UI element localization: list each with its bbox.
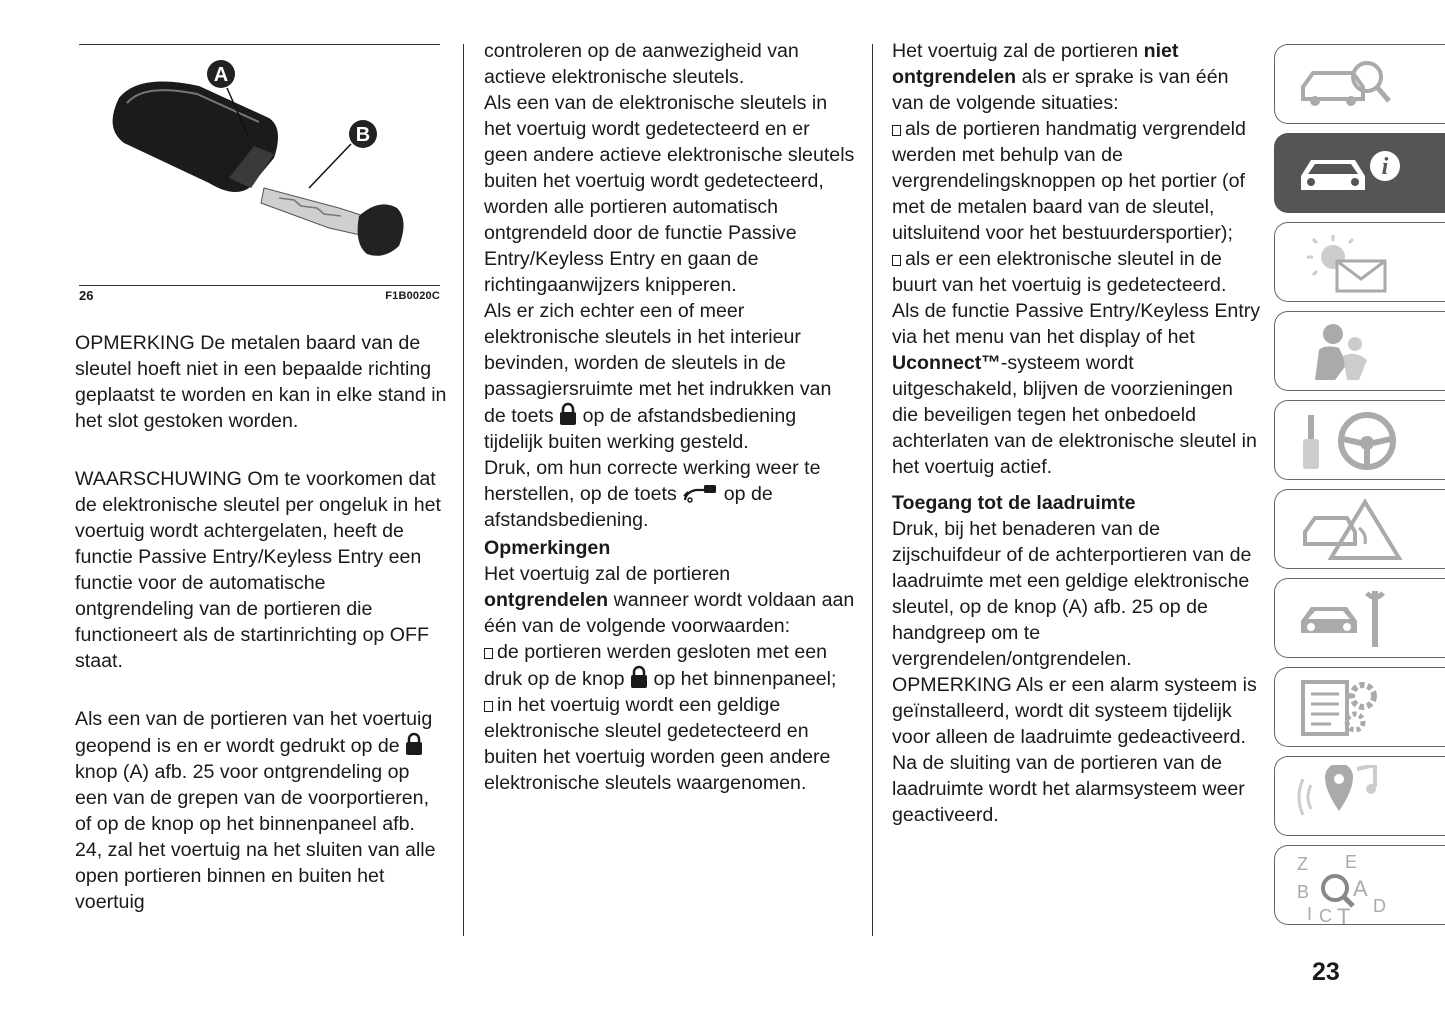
restore-paragraph: Druk, om hun correcte werking weer te herstellen, op de toets op de afstandsbediening. [484, 457, 821, 531]
unlock-paragraph: Als een van de portieren van het voertuig geopend is en er wordt gedrukt op de knop (A) afb. 25 voor ontgrendeling op een van de grepen van de voorportieren, of op de knop op het binnenpaneel afb. 24, zal het voertuig na het sluiten van alle open portieren binnen en buiten het voertuig [75, 708, 436, 913]
tab-car-wrench[interactable] [1274, 578, 1445, 658]
car-wrench-icon [1295, 587, 1395, 651]
section-heading-laadruimte: Toegang tot de laadruimte [892, 492, 1136, 514]
lights-message-icon [1295, 231, 1395, 295]
page-number: 23 [1312, 958, 1340, 986]
callout-a-label: A [213, 64, 229, 86]
column-3 [892, 38, 1264, 828]
key-steering-icon [1295, 409, 1405, 473]
bullet-square [892, 255, 901, 266]
specs-gear-icon [1295, 676, 1395, 740]
bullet-square [892, 125, 901, 136]
lock-open-icon [405, 732, 423, 756]
bullet-item: in het voertuig wordt een geldige elektronische sleutel gedetecteerd en buiten het voertuig worden geen andere elektronische sleutels waargenomen. [484, 694, 831, 794]
conditions-intro: Het voertuig zal de portieren ontgrendelen wanneer wordt voldaan aan één van de volgende voorwaarden: [484, 563, 855, 637]
interior-keys-paragraph: Als er zich echter een of meer elektronische sleutels in het interieur bevinden, worden de sleutels in de passagiersruimte met het indrukken van de toets op de afstandsbediening tijdelijk buiten werking gesteld. [484, 300, 832, 453]
bullet-item: als de portieren handmatig vergrendeld werden met behulp van de vergrendelingsknoppen op het portier (of met de metalen baard van de sleutel, uitsluitend voor het bestuurdersportier); [892, 118, 1246, 244]
tab-car-warning[interactable] [1274, 489, 1445, 569]
cargo-access-paragraph: Druk, bij het benaderen van de zijschuifdeur of de achterportieren van de laadruimte met een geldige elektronische sleutel, op de knop (A) afb. 25 op de handgreep om te vergrendelen/ontgrendelen. [892, 518, 1252, 670]
airbag-seat-icon [1295, 320, 1395, 384]
bullet-item: de portieren werden gesloten met een druk op de knop op het binnenpaneel; [484, 641, 837, 690]
figure-number: 26 [79, 288, 94, 303]
tab-airbag-seat[interactable] [1274, 311, 1445, 391]
bullet-square [484, 701, 493, 712]
tab-index[interactable] [1274, 845, 1445, 925]
alarm-note-paragraph: OPMERKING Als er een alarm systeem is geïnstalleerd, wordt dit systeem tijdelijk voor alleen de laadruimte gedeactiveerd. Na de sluiting van de portieren van de laadruimte wordt het alarmsysteem weer geactiveerd. [892, 674, 1257, 826]
svg-text:E: E [1345, 854, 1358, 872]
tailgate-unlock-icon [682, 482, 718, 504]
section-heading-opmerkingen: Opmerkingen [484, 537, 611, 559]
tab-car-search[interactable] [1274, 44, 1445, 124]
car-warning-icon [1295, 498, 1405, 562]
car-search-icon [1295, 53, 1395, 117]
lock-icon [630, 665, 648, 689]
svg-text:A: A [1353, 876, 1368, 901]
not-unlock-intro: Het voertuig zal de portieren niet ontgrendelen als er sprake is van één van de volgende situaties: [892, 40, 1229, 114]
bullet-item: als er een elektronische sleutel in de buurt van het voertuig is gedetecteerd. [892, 248, 1227, 296]
detection-paragraph: Als een van de elektronische sleutels in het voertuig wordt gedetecteerd en er geen andere actieve elektronische sleutels buiten het voertuig wordt gedetecteerd, worden alle portieren automatisch ontgrendeld door de functie Passive Entry/Keyless Entry en gaan de richtingaanwijzers knipperen. [484, 92, 855, 296]
figure-bottom-rule [79, 285, 440, 286]
column-divider [872, 44, 873, 936]
tab-specs-gear[interactable] [1274, 667, 1445, 747]
car-info-icon [1295, 142, 1405, 206]
note-paragraph: OPMERKING De metalen baard van de sleutel hoeft niet in een bepaalde richting geplaatst te worden en kan in elke stand in het slot gestoken worden. [75, 332, 447, 432]
bullet-square [484, 648, 493, 659]
column-2 [484, 38, 856, 796]
tab-key-steering[interactable] [1274, 400, 1445, 480]
svg-text:B: B [1297, 882, 1310, 902]
index-icon [1295, 854, 1405, 926]
svg-text:I: I [1307, 904, 1313, 924]
lock-icon [559, 402, 577, 426]
tab-lights-message[interactable] [1274, 222, 1445, 302]
svg-text:D: D [1373, 896, 1386, 916]
callout-b-label: B [355, 124, 371, 146]
svg-text:C: C [1319, 906, 1332, 926]
figure-code: F1B0020C [385, 290, 440, 302]
multimedia-icon [1295, 765, 1395, 829]
svg-text:Z: Z [1297, 854, 1308, 874]
info-glyph: i [1381, 154, 1389, 180]
continuation-paragraph: controleren op de aanwezigheid van actieve elektronische sleutels. [484, 40, 799, 88]
uconnect-paragraph: Als de functie Passive Entry/Keyless Entry via het menu van het display of het Uconnect™-systeem wordt uitgeschakeld, blijven de voorzieningen die beveiligen tegen het onbedoeld achterlaten van de elektronische sleutel in het voertuig actief. [892, 300, 1261, 478]
tab-car-info[interactable] [1274, 133, 1445, 213]
column-divider [463, 44, 464, 936]
column-1 [75, 330, 447, 915]
figure-top-rule [79, 44, 440, 45]
key-fob-illustration [79, 48, 440, 282]
warning-paragraph: WAARSCHUWING Om te voorkomen dat de elektronische sleutel per ongeluk in het voertuig wordt achtergelaten, heeft de functie Passive Entry/Keyless Entry een functie voor de automatische ontgrendeling van de portieren die functioneert als de startinrichting op OFF staat. [75, 468, 441, 672]
svg-text:T: T [1337, 904, 1351, 926]
tab-multimedia[interactable] [1274, 756, 1445, 836]
